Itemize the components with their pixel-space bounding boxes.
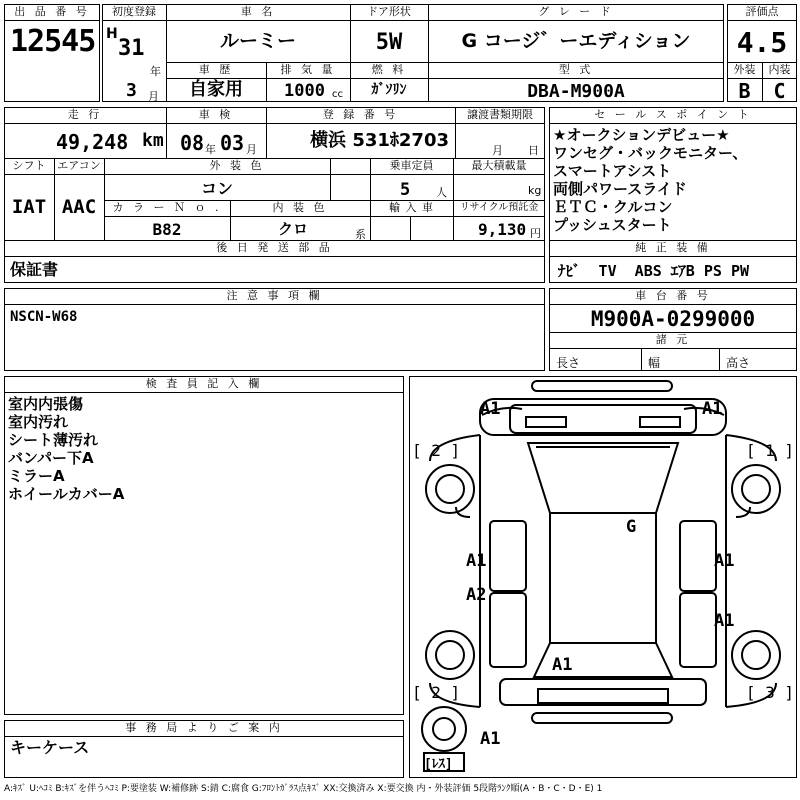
chassis-number-label: 車 台 番 号 — [635, 289, 711, 302]
max-load-label: 最大積載量 — [471, 159, 527, 172]
month-unit: 月 — [148, 90, 159, 103]
genuine-equipment-label: 純 正 装 備 — [635, 241, 711, 254]
fuel: ｶﾞｿﾘﾝ — [371, 82, 407, 98]
mark-front-left: A1 — [480, 399, 501, 419]
inspection-year: 08 — [180, 131, 205, 155]
notes: NSCN-W68 — [10, 309, 78, 325]
car-diagram — [409, 376, 797, 778]
door-type-label: ドア形状 — [367, 5, 411, 18]
interior-color-label: 内 装 色 — [272, 201, 328, 214]
mark-rear-door-right: A1 — [714, 611, 735, 631]
shift-label: シフト — [12, 159, 46, 172]
deadline-month-unit: 月 — [492, 144, 503, 157]
exterior-color-label: 外 装 色 — [209, 159, 265, 172]
genuine-equipment: ﾅﾋﾞ TV ABS ｴｱB PS PW — [558, 262, 750, 280]
model-code: DBA-M900A — [527, 81, 625, 102]
recycle-unit: 円 — [530, 227, 541, 240]
spare-label: [ﾚｽ] — [424, 757, 453, 772]
sales-point: ワンセグ・バックモニター、 — [553, 144, 748, 162]
exterior-label: 外装 — [733, 63, 756, 76]
mark-rear-window: A1 — [552, 655, 573, 675]
history: 自家用 — [189, 79, 243, 100]
corner-front-left: [ 2 ] — [412, 441, 461, 460]
mark-rear-door-left: A2 — [466, 585, 487, 605]
inspector-note: バンパー下A — [8, 449, 94, 467]
shift: IAT — [11, 196, 47, 218]
sales-points-list — [553, 126, 747, 234]
color-no: B82 — [152, 220, 182, 239]
specs-label: 諸 元 — [655, 333, 691, 346]
mileage: 49,248 — [56, 130, 129, 154]
car-name-label: 車 名 — [240, 5, 276, 18]
exterior-color: コン — [200, 179, 233, 198]
office-note: キーケース — [10, 738, 90, 757]
mark-front-door-left: A1 — [466, 551, 487, 571]
car-name: ルーミー — [219, 30, 296, 52]
displacement-label: 排 気 量 — [280, 63, 336, 76]
corner-rear-right: [ 3 ] — [745, 683, 794, 702]
interior-color: クロ — [277, 220, 308, 238]
sales-point: ＥＴＣ・クルコン — [553, 198, 673, 216]
history-label: 車 歴 — [198, 63, 234, 76]
mileage-label: 走 行 — [67, 108, 103, 121]
model-code-label: 型 式 — [558, 63, 594, 76]
lot-number-label: 出 品 番 号 — [14, 5, 90, 18]
max-load-unit: kg — [528, 184, 542, 197]
displacement-unit: cc — [332, 89, 343, 100]
length-label: 長さ — [556, 356, 581, 370]
first-registration-label: 初度登録 — [112, 5, 156, 18]
first-reg-year: 31 — [118, 36, 145, 61]
interior-color-suffix: 系 — [355, 228, 366, 241]
mark-front-door-right: A1 — [714, 551, 735, 571]
inspector-label: 検 査 員 記 入 欄 — [145, 377, 263, 390]
mark-rear-bumper: A1 — [480, 729, 501, 749]
lot-number: 12545 — [10, 24, 96, 59]
aircon-label: エアコン — [57, 159, 101, 172]
color-no-label: カ ラ ー Ｎ ｏ . — [112, 201, 222, 214]
notes-label: 注 意 事 項 欄 — [226, 289, 323, 302]
registration-number: 横浜 531ﾎ2703 — [310, 130, 449, 151]
aircon: AAC — [61, 196, 97, 218]
corner-front-right: [ 1 ] — [745, 441, 794, 460]
door-type: 5W — [375, 30, 403, 55]
sales-point: プッシュスタート — [553, 216, 672, 234]
later-parts-label: 後 日 発 送 部 品 — [216, 241, 333, 254]
era: H — [106, 26, 118, 42]
inspection-year-unit: 年 — [205, 143, 216, 156]
deadline-day-unit: 日 — [528, 144, 539, 157]
inspection-month-unit: 月 — [246, 143, 257, 156]
score-label: 評価点 — [745, 5, 779, 18]
interior-grade: C — [773, 79, 786, 103]
inspection-label: 車 検 — [198, 108, 234, 121]
year-unit: 年 — [150, 65, 161, 78]
grade: G コージ゛ーエディション — [461, 30, 691, 52]
transfer-deadline-label: 譲渡書類期限 — [467, 108, 533, 121]
sales-point: スマートアシスト — [553, 162, 672, 180]
mileage-unit: km — [142, 130, 164, 151]
inspector-note: ミラーA — [8, 467, 65, 485]
capacity-unit: 人 — [436, 186, 447, 199]
first-reg-month: 3 — [126, 80, 137, 101]
mark-windshield: G — [626, 517, 637, 537]
office-label: 事 務 局 よ り ご 案 内 — [125, 721, 283, 734]
inspector-note: ホイールカバーA — [8, 485, 125, 503]
import-label: 輸 入 車 — [389, 201, 434, 214]
chassis-number: M900A-0299000 — [590, 307, 756, 331]
score: 4.5 — [736, 26, 788, 59]
fuel-label: 燃 料 — [371, 63, 407, 76]
inspector-notes-list — [8, 395, 124, 503]
recycle-label: リサイクル預託金 — [459, 202, 539, 213]
displacement: 1000 — [284, 81, 325, 101]
sales-point: 両側パワースライド — [553, 180, 687, 198]
registration-label: 登 録 番 号 — [322, 108, 399, 121]
width-label: 幅 — [648, 356, 661, 370]
mark-front-right: A1 — [702, 399, 723, 419]
interior-label: 内装 — [768, 63, 791, 76]
inspector-note: シート薄汚れ — [8, 431, 99, 449]
inspection-month: 03 — [220, 131, 245, 155]
height-label: 高さ — [726, 356, 751, 370]
grade-label: グ レ ー ド — [538, 5, 614, 18]
capacity: 5 — [400, 180, 411, 200]
sales-points-label: セ ー ル ス ポ イ ン ト — [594, 108, 752, 121]
corner-rear-left: [ 2 ] — [412, 683, 461, 702]
capacity-label: 乗車定員 — [389, 159, 434, 172]
later-parts: 保証書 — [10, 260, 59, 279]
legend: A:ｷｽﾞ U:ﾍｺﾐ B:ｷｽﾞを伴うﾍｺﾐ P:要塗装 W:補修跡 S:錆 C:腐食 G:ﾌﾛﾝﾄｶﾞﾗｽ点ｷｽﾞ XX:交換済み X:要交換 内・外装評価 5段階ﾗﾝｸ順(A・B・C・D・E) 1 — [4, 784, 603, 794]
sales-point: ★オークションデビュー★ — [553, 126, 730, 144]
car-outline-svg — [410, 377, 796, 777]
inspector-note: 室内内張傷 — [8, 395, 84, 413]
recycle-fee: 9,130 — [478, 220, 527, 239]
inspector-note: 室内汚れ — [8, 413, 69, 431]
exterior-grade: B — [738, 79, 751, 103]
